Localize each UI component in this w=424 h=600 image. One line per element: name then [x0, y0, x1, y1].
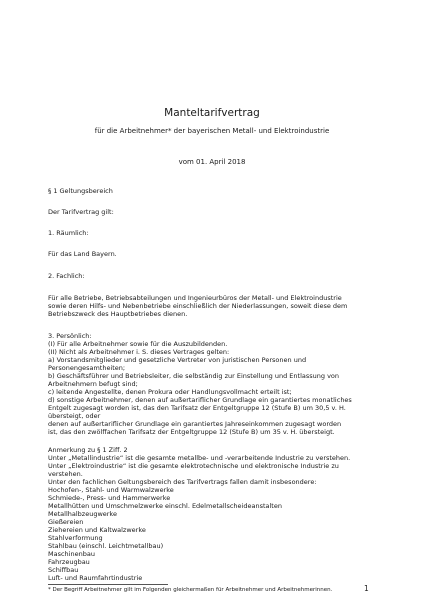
- paragraph-1-heading: 1. Räumlich:: [48, 229, 89, 237]
- paragraph-3-line: b) Geschäftsführer und Betriebsleiter, die selbständig zur Einstellung und Entlassung von: [48, 372, 340, 380]
- note-list-item: Fahrzeugbau: [48, 558, 90, 566]
- note-line: Unter „Elektroindustrie“ ist die gesamte elektrotechnische und elektronische Industrie zu: [48, 462, 339, 470]
- document-subtitle: für die Arbeitnehmer* der bayerischen Metall- und Elektroindustrie: [94, 127, 330, 135]
- note-list-item: Luft- und Raumfahrtindustrie: [48, 574, 143, 582]
- document-title: Manteltarifvertrag: [164, 107, 260, 119]
- note-list-item: Stahlverformung: [48, 534, 103, 542]
- note-line: Unter „Metallindustrie“ ist die gesamte metallbe- und -verarbeitende Industrie zu verstehen.: [48, 454, 351, 462]
- paragraph-3-line: ist, das den zwölffachen Tarifsatz der Entgeltgruppe 12 (Stufe B) um 35 v. H. übersteigt.: [48, 428, 335, 436]
- paragraph-3-line: denen auf außertariflicher Grundlage ein garantiertes Jahreseinkommen zugesagt worden: [48, 420, 342, 428]
- note-list-item: Metallhalbzeugwerke: [48, 510, 117, 518]
- section-heading: § 1 Geltungsbereich: [48, 187, 113, 195]
- paragraph-3-line: Personengesamtheiten;: [48, 364, 126, 372]
- applies-line: Der Tarifvertrag gilt:: [48, 208, 114, 216]
- note-list-item: Hochofen-, Stahl- und Warmwalzwerke: [48, 486, 174, 494]
- note-line: verstehen.: [48, 470, 83, 478]
- note-list-item: Maschinenbau: [48, 550, 95, 558]
- note-list-item: Stahlbau (einschl. Leichtmetallbau): [48, 542, 164, 550]
- paragraph-2-line: sowie deren Hilfs- und Nebenbetriebe einschließlich der Niederlassungen, soweit diese dem: [48, 302, 348, 310]
- note-list-item: Gießereien: [48, 518, 84, 526]
- paragraph-3-line: Entgelt zugesagt worden ist, das den Tarifsatz der Entgeltgruppe 12 (Stufe B) um 30,5 v. H.: [48, 404, 346, 412]
- paragraph-3-line: (II) Nicht als Arbeitnehmer i. S. dieses Vertrages gelten:: [48, 348, 230, 356]
- paragraph-3-line: d) sonstige Arbeitnehmer, denen auf außertariflicher Grundlage ein garantiertes monatliches: [48, 396, 352, 404]
- paragraph-3-line: (I) Für alle Arbeitnehmer sowie für die Auszubildenden.: [48, 340, 228, 348]
- note-heading: Anmerkung zu § 1 Ziff. 2: [48, 446, 128, 454]
- note-line: Unter den fachlichen Geltungsbereich des Tarifvertrags fallen damit insbesondere:: [48, 478, 317, 486]
- paragraph-3-line: 3. Persönlich:: [48, 332, 92, 340]
- footnote: * Der Begriff Arbeitnehmer gilt im Folgenden gleichermaßen für Arbeitnehmer und Arbeitnehmerinnen.: [48, 587, 333, 593]
- note-list-item: Schmiede-, Press- und Hammerwerke: [48, 494, 171, 502]
- paragraph-3-line: a) Vorstandsmitglieder und gesetzliche Vertreter von juristischen Personen und: [48, 356, 307, 364]
- document-date: vom 01. April 2018: [178, 158, 246, 166]
- footnote-divider: [48, 584, 168, 585]
- paragraph-3-line: übersteigt, oder: [48, 412, 101, 420]
- paragraph-2-heading: 2. Fachlich:: [48, 272, 85, 280]
- paragraph-2-line: Für alle Betriebe, Betriebsabteilungen und Ingenieurbüros der Metall- und Elektroindustrie: [48, 294, 342, 302]
- paragraph-1-text: Für das Land Bayern.: [48, 250, 117, 258]
- paragraph-3-line: Arbeitnehmern befugt sind;: [48, 380, 138, 388]
- page-number: 1: [364, 584, 369, 593]
- note-list-item: Metallhütten und Umschmelzwerke einschl. Edelmetallscheideanstalten: [48, 502, 282, 510]
- note-list-item: Ziehereien und Kaltwalzwerke: [48, 526, 146, 534]
- paragraph-3-line: c) leitende Angestellte, denen Prokura oder Handlungsvollmacht erteilt ist;: [48, 388, 292, 396]
- note-list-item: Schiffbau: [48, 566, 79, 574]
- paragraph-2-line: Betriebszweck des Hauptbetriebes dienen.: [48, 310, 188, 318]
